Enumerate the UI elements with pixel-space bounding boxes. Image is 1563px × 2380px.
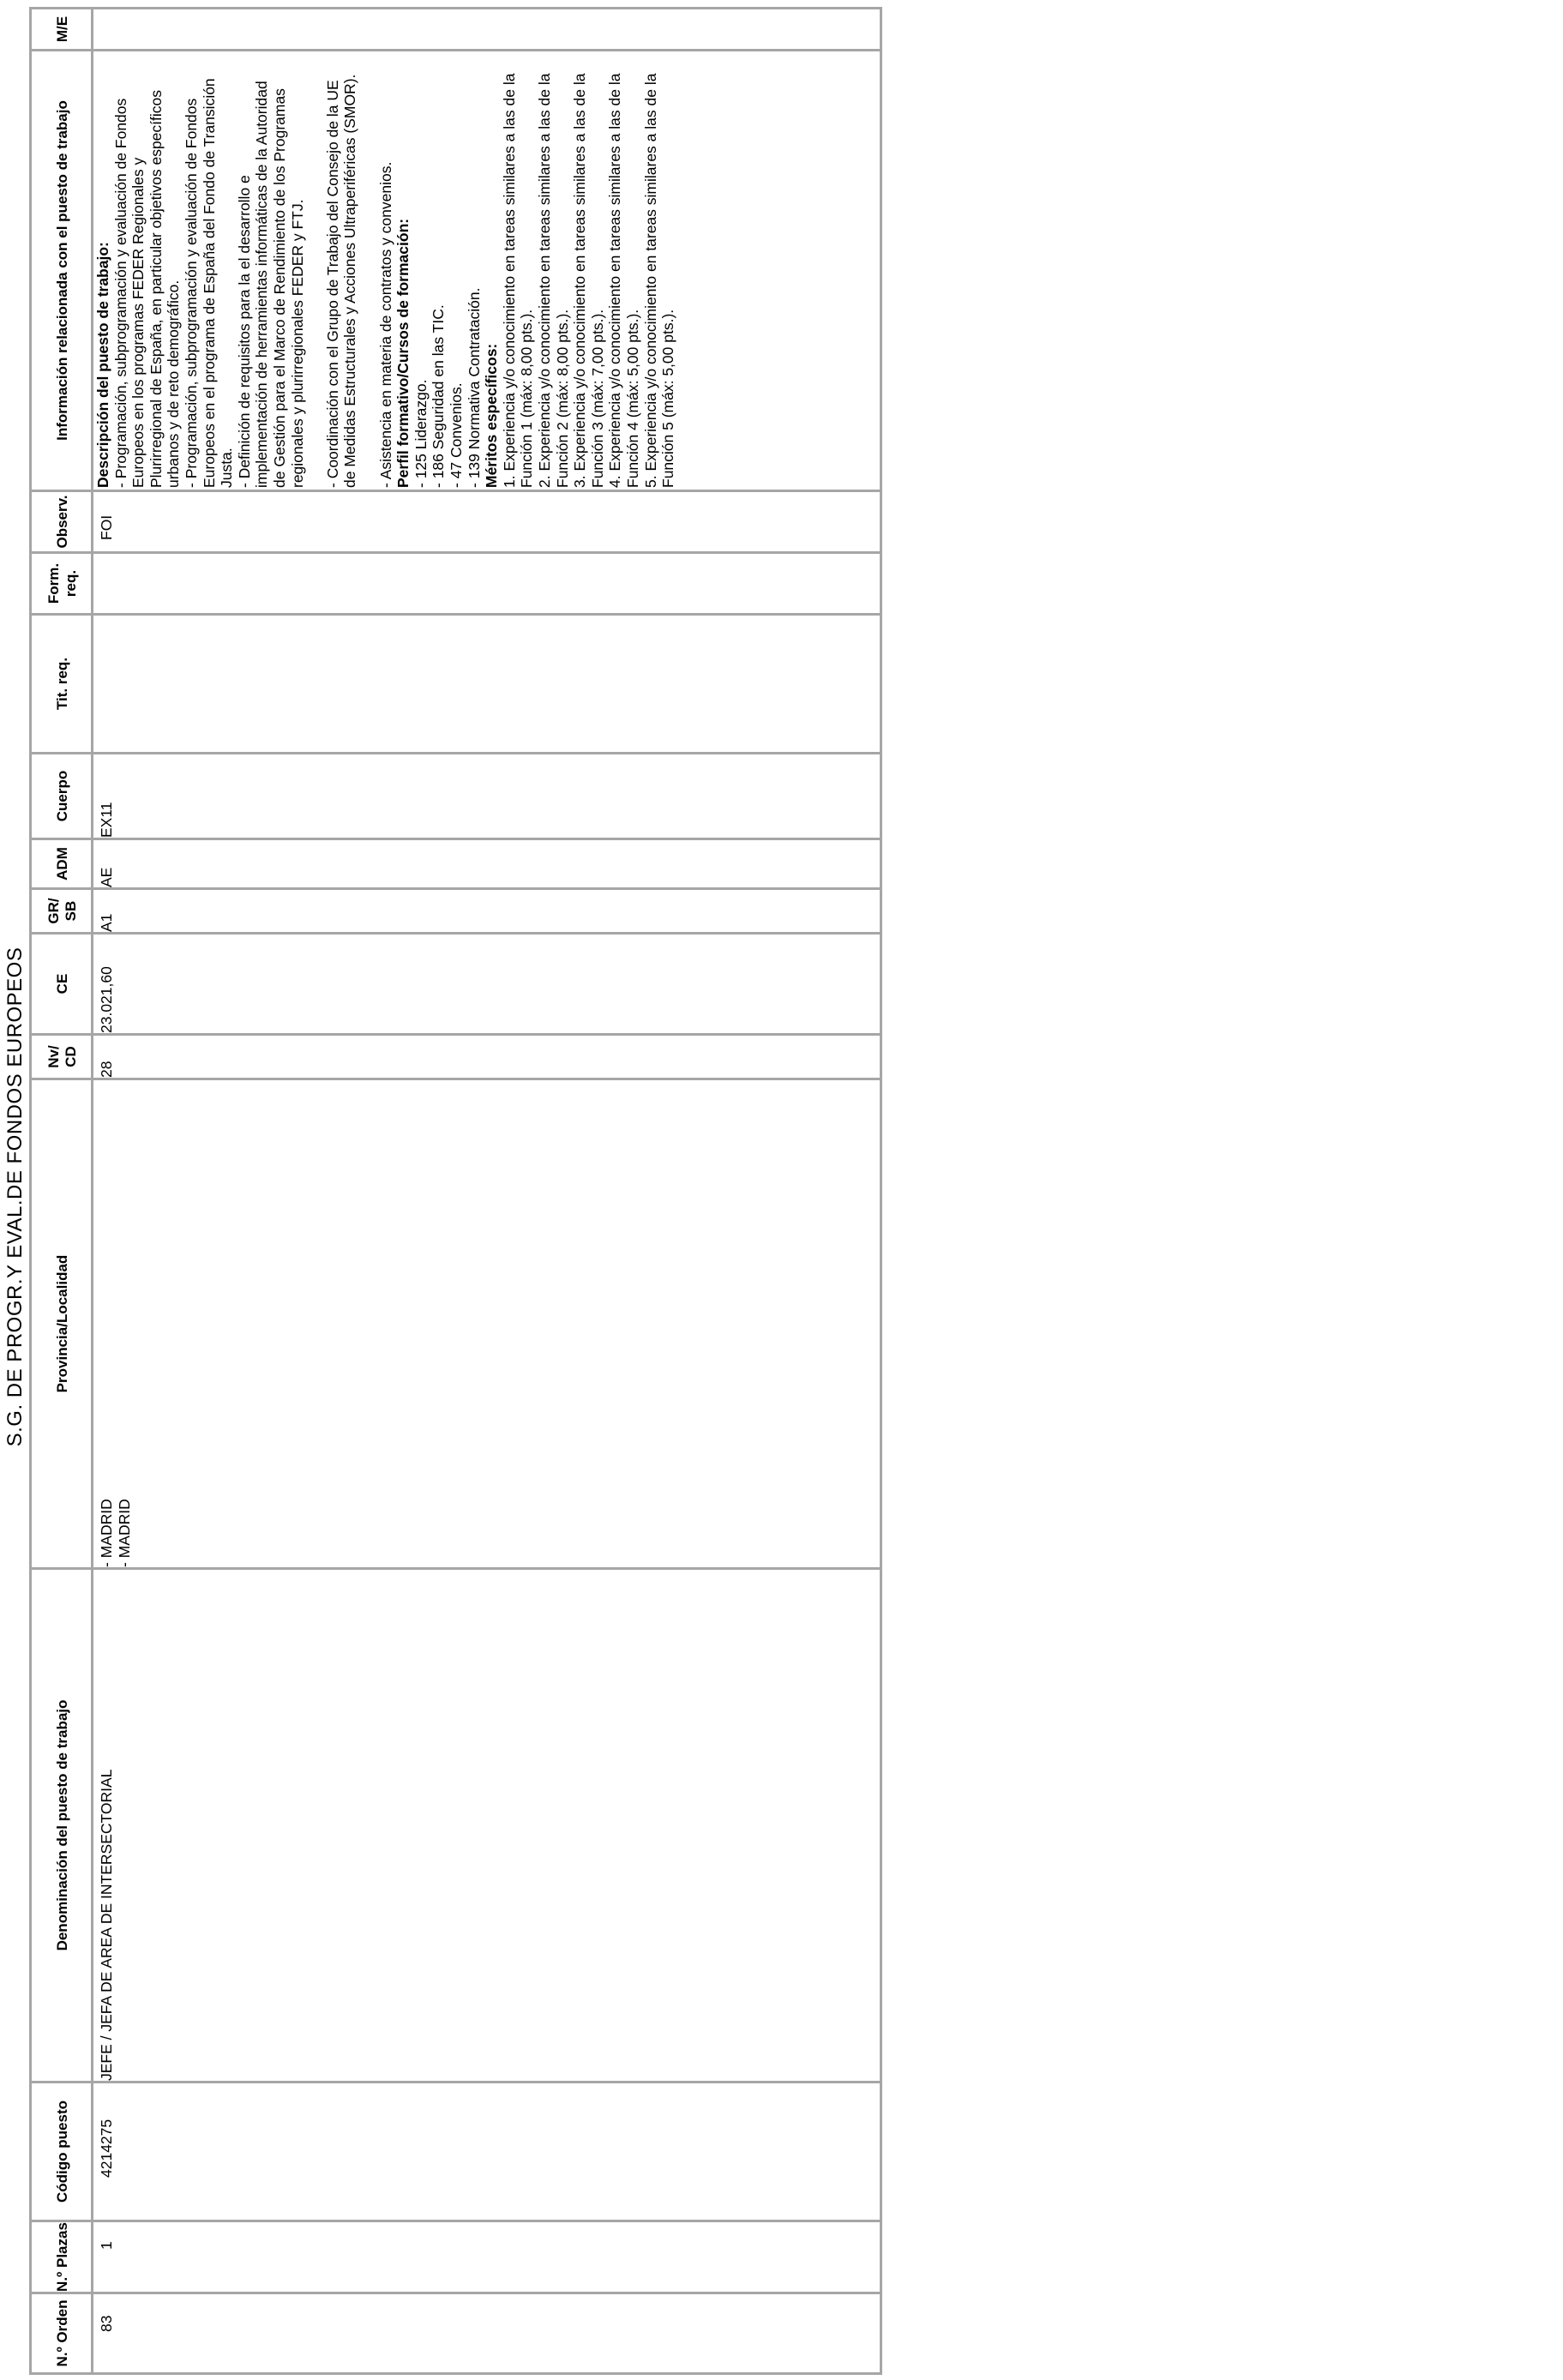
info-line: - Programación, subprogramación y evaluación de Fondos xyxy=(111,98,129,488)
info-line: Función 3 (máx: 7,00 pts.). xyxy=(588,309,606,488)
col-line-6 xyxy=(29,1033,882,1036)
info-line: Justa. xyxy=(218,448,236,488)
info-line: 5. Experiencia y/o conocimiento en tareas similares a las de la xyxy=(641,73,659,488)
header-orden: N.º Orden xyxy=(54,2299,70,2367)
cell-nivel: 28 xyxy=(98,1061,115,1078)
col-line-12 xyxy=(29,551,882,554)
info-line: Función 2 (máx: 8,00 pts.). xyxy=(553,309,571,488)
col-line-14 xyxy=(29,7,882,9)
info-line: Perfil formativo/Cursos de formación: xyxy=(394,218,412,488)
info-line: Europeos en el programa de España del Fondo de Transición xyxy=(200,78,218,488)
cell-gr: A1 xyxy=(98,913,115,932)
col-line-13 xyxy=(29,49,882,51)
col-line-8 xyxy=(29,887,882,890)
info-line: - 139 Normativa Contratación. xyxy=(465,287,483,488)
info-line: urbanos y de reto demográfico. xyxy=(165,279,183,488)
header-gr-top: GR/ xyxy=(45,898,62,924)
info-line: - Definición de requisitos para la el desarrollo e xyxy=(235,175,253,488)
info-line: 4. Experiencia y/o conocimiento en tareas similares a las de la xyxy=(606,73,624,488)
info-line: Europeos en los programas FEDER Regionales y xyxy=(129,157,147,488)
info-line: - 186 Seguridad en las TIC. xyxy=(430,304,448,488)
info-line: - Programación, subprogramación y evaluación de Fondos xyxy=(183,98,200,488)
info-line: - 47 Convenios. xyxy=(448,382,465,488)
col-line-observ xyxy=(29,490,882,492)
header-info: Información relacionada con el puesto de trabajo xyxy=(54,100,70,441)
table-border-top xyxy=(29,7,32,2375)
header-gr-bottom: SB xyxy=(63,900,79,922)
header-observ: Observ. xyxy=(54,495,70,549)
col-line-2 xyxy=(29,2220,882,2222)
cell-plazas: 1 xyxy=(98,2241,115,2250)
job-table xyxy=(5,7,885,2375)
header-nivel xyxy=(33,1036,93,1078)
header-gr xyxy=(33,890,93,932)
header-adm: ADM xyxy=(54,847,70,880)
col-line-7 xyxy=(29,932,882,935)
cell-ce: 23.021,60 xyxy=(98,966,115,1033)
cell-denominacion: JEFE / JEFA DE AREA DE INTERSECTORIAL xyxy=(98,1769,115,2081)
col-line-3 xyxy=(29,2081,882,2083)
cell-adm: AE xyxy=(98,867,115,887)
table-border-bottom xyxy=(880,7,882,2375)
info-line: Función 4 (máx: 5,00 pts.). xyxy=(624,309,641,488)
cell-orden: 83 xyxy=(98,2315,115,2332)
header-nivel-top: Nv/ xyxy=(45,1045,62,1068)
header-denominacion: Denominación del puesto de trabajo xyxy=(54,1699,70,1951)
cell-provincia-2: - MADRID xyxy=(116,1499,133,1567)
info-line: - Coordinación con el Grupo de Trabajo del Consejo de la UE xyxy=(323,80,341,488)
col-line-4 xyxy=(29,1567,882,1570)
header-me: M/E xyxy=(54,15,70,43)
col-line-5 xyxy=(29,1078,882,1080)
cell-provincia-1: - MADRID xyxy=(98,1499,115,1567)
info-line: de Medidas Estructurales y Acciones Ultraperiféricas (SMOR). xyxy=(341,74,359,488)
col-line-0 xyxy=(29,2372,882,2375)
col-line-1 xyxy=(29,2292,882,2294)
cell-codigo: 4214275 xyxy=(98,2119,115,2178)
col-line-9 xyxy=(29,838,882,840)
header-plazas: N.º Plazas xyxy=(54,2222,70,2292)
info-line: Descripción del puesto de trabajo: xyxy=(94,242,111,488)
info-line: de Gestión para el Marco de Rendimiento de los Programas xyxy=(271,88,288,488)
header-provincia: Provincia/Localidad xyxy=(54,1254,70,1393)
header-codigo: Código puesto xyxy=(54,2101,70,2203)
header-tit: Tit. req. xyxy=(54,657,70,711)
info-line: - Asistencia en materia de contratos y convenios. xyxy=(376,161,394,488)
info-line: 2. Experiencia y/o conocimiento en tareas similares a las de la xyxy=(536,73,553,488)
cell-observ: FOI xyxy=(98,514,115,540)
cell-cuerpo: EX11 xyxy=(98,802,115,838)
info-line: 3. Experiencia y/o conocimiento en tareas similares a las de la xyxy=(571,73,589,488)
section-title: S.G. DE PROGR.Y EVAL.DE FONDOS EUROPEOS xyxy=(3,947,27,1447)
col-line-11 xyxy=(29,613,882,616)
header-cuerpo: Cuerpo xyxy=(54,770,70,822)
header-ce: CE xyxy=(54,973,70,995)
info-line: - 125 Liderazgo. xyxy=(412,379,430,488)
header-nivel-bottom: CD xyxy=(63,1046,79,1067)
header-form: Form. req. xyxy=(45,562,79,604)
info-line: implementación de herramientas informáticas de la Autoridad xyxy=(253,81,271,488)
info-line: Plurirregional de España, en particular objetivos específicos xyxy=(147,89,165,488)
info-line: Méritos específicos: xyxy=(483,343,501,488)
info-line: regionales y plurirregionales FEDER y FTJ. xyxy=(288,199,306,488)
info-text xyxy=(94,54,876,488)
info-line: Función 5 (máx: 5,00 pts.). xyxy=(659,309,677,488)
info-line: Función 1 (máx: 8,00 pts.). xyxy=(518,309,536,488)
col-line-10 xyxy=(29,752,882,754)
info-line: 1. Experiencia y/o conocimiento en tareas similares a las de la xyxy=(500,73,518,488)
